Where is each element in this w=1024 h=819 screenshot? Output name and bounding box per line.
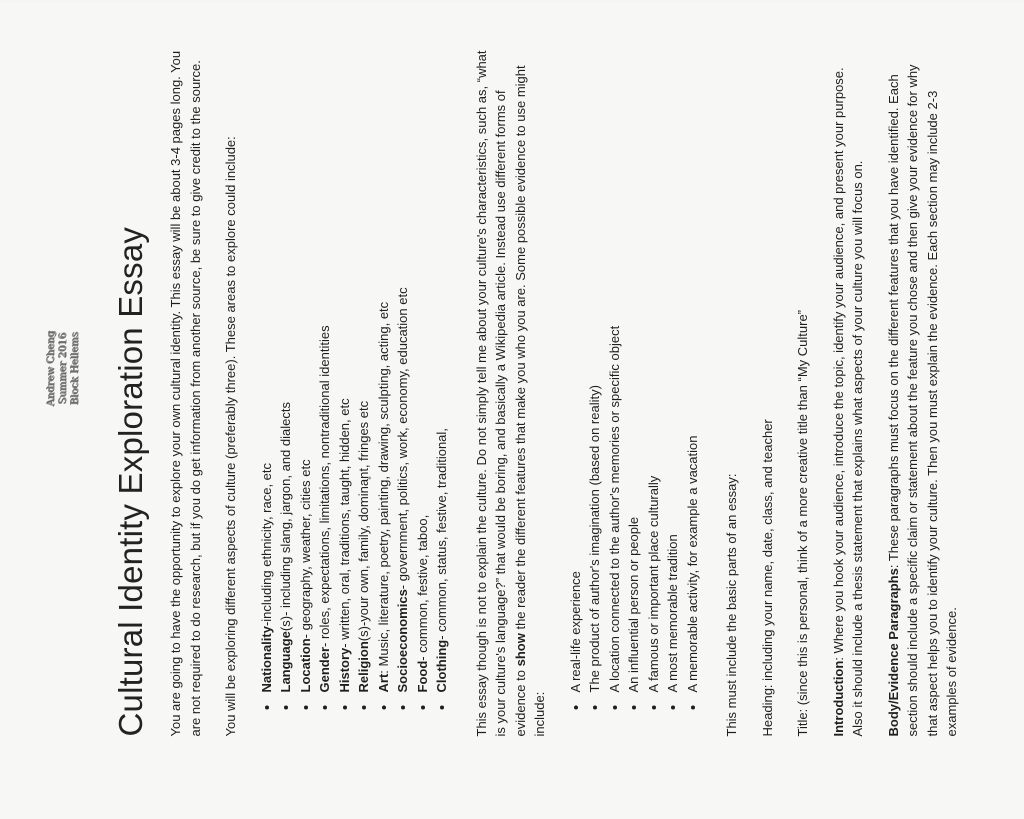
list-item: • A real-life experience	[566, 46, 586, 694]
body-requirement	[884, 46, 962, 736]
parts-intro: This must include the basic parts of an essay:	[724, 472, 739, 736]
aspect-description: - common, festive, taboo,	[414, 514, 430, 661]
list-item	[296, 46, 316, 694]
aspect-description: - written, oral, traditions, taught, hidden, etc	[336, 397, 352, 648]
list-item: • A location connected to the author's memories or specific object	[605, 46, 625, 694]
explain-paragraph	[472, 46, 550, 736]
list-item	[432, 46, 452, 694]
stamp-line-name: Andrew Cheng	[46, 330, 57, 406]
introduction-text: : Where you hook your audience, introduce the topic, identify your audience, and present your purpose. Also it should include a thesis statement that explains what aspects of your culture you will focus on.	[830, 66, 865, 736]
aspect-term: History	[336, 647, 352, 692]
list-item: • An influential person or people	[624, 46, 644, 694]
title-requirement: Title: (since this is personal, think of a more creative title than “My Culture”	[795, 309, 810, 736]
list-item	[276, 46, 296, 694]
aspect-description: - government, politics, work, economy, education etc	[395, 286, 410, 589]
aspect-term: Nationality	[258, 625, 274, 692]
aspect-term: Gender	[317, 646, 332, 692]
list-item: • A memorable activity, for example a vacation	[683, 46, 703, 694]
list-item: • A most memorable tradition	[663, 46, 683, 694]
aspect-description: -including ethnicity, race, etc	[258, 462, 274, 626]
document-body	[112, 46, 978, 736]
body-label: Body/Evidence Paragraphs	[885, 567, 901, 736]
aspects-intro: You will be exploring different aspects of culture (preferably three). These areas to explore could include:	[223, 135, 238, 736]
stamp-line-class: Block Hellems	[70, 331, 81, 405]
explain-text-after: the reader the different features that make you who you are. Some possible evidence to use might include:	[512, 64, 547, 736]
aspect-term: Art	[375, 673, 391, 692]
aspect-description: : Music, literature, poetry, painting, drawing, sculpting, acting, etc	[375, 301, 391, 674]
list-item	[335, 46, 355, 694]
aspect-term: Location	[297, 637, 313, 692]
aspect-term: Food	[414, 660, 430, 692]
intro-paragraph: You are going to have the opportunity to explore your own cultural identity. This essay will be about 3-4 pages long. You are not required to do research, but if you do get information from another source, be sure to give credit to the source.	[168, 50, 203, 736]
stamp-line-date: Summer 2016	[58, 332, 69, 404]
body-text: : These paragraphs must focus on the different features that you have identified. Each section should include a specific claim or statement about the feature you chose and then give your evidence for why that aspect helps you to identify your culture. Then you must explain the evidence. Each section may include 2-3 examples of evidence.	[885, 63, 959, 736]
evidence-list	[566, 46, 703, 716]
introduction-label: Introduction	[830, 660, 846, 736]
aspect-description: (s)-your own, family, dominant, fringes etc	[356, 400, 371, 641]
aspect-term: Clothing	[434, 639, 449, 692]
list-item	[374, 46, 394, 694]
list-item	[354, 46, 374, 694]
aspect-term: Religion	[356, 640, 371, 692]
explain-emphasis: show	[512, 632, 528, 666]
list-item	[257, 46, 277, 694]
list-item	[393, 46, 413, 694]
aspects-list	[257, 46, 452, 716]
list-item	[413, 46, 433, 694]
name-date-stamp	[46, 325, 82, 411]
aspect-description: - geography, weather, cities etc	[297, 458, 313, 638]
aspect-term: Language	[278, 630, 293, 692]
page-title: Cultural Identity Exploration Essay	[112, 226, 149, 736]
list-item: • The product of author's imagination (based on reality)	[585, 46, 605, 694]
introduction-requirement	[829, 46, 868, 736]
list-item: • A famous or important place culturally	[644, 46, 664, 694]
aspect-description: (s)- including slang, jargon, and dialects	[278, 401, 293, 631]
list-item	[315, 46, 335, 694]
explain-text-before: This essay though is not to explain the culture. Do not simply tell me about your culture's characteristics, such as, “what is your culture's language?” that would be boring, and basically a Wikipedia article. Instead use different forms of evidence to	[473, 49, 528, 736]
aspect-description: - common, status, festive, traditional,	[434, 427, 449, 640]
aspect-description: - roles, expectations, limitations, nontraditional identities	[317, 324, 332, 647]
aspect-term: Socioeconomics	[395, 588, 410, 692]
heading-requirement: Heading: including your name, date, class, and teacher	[759, 418, 775, 736]
